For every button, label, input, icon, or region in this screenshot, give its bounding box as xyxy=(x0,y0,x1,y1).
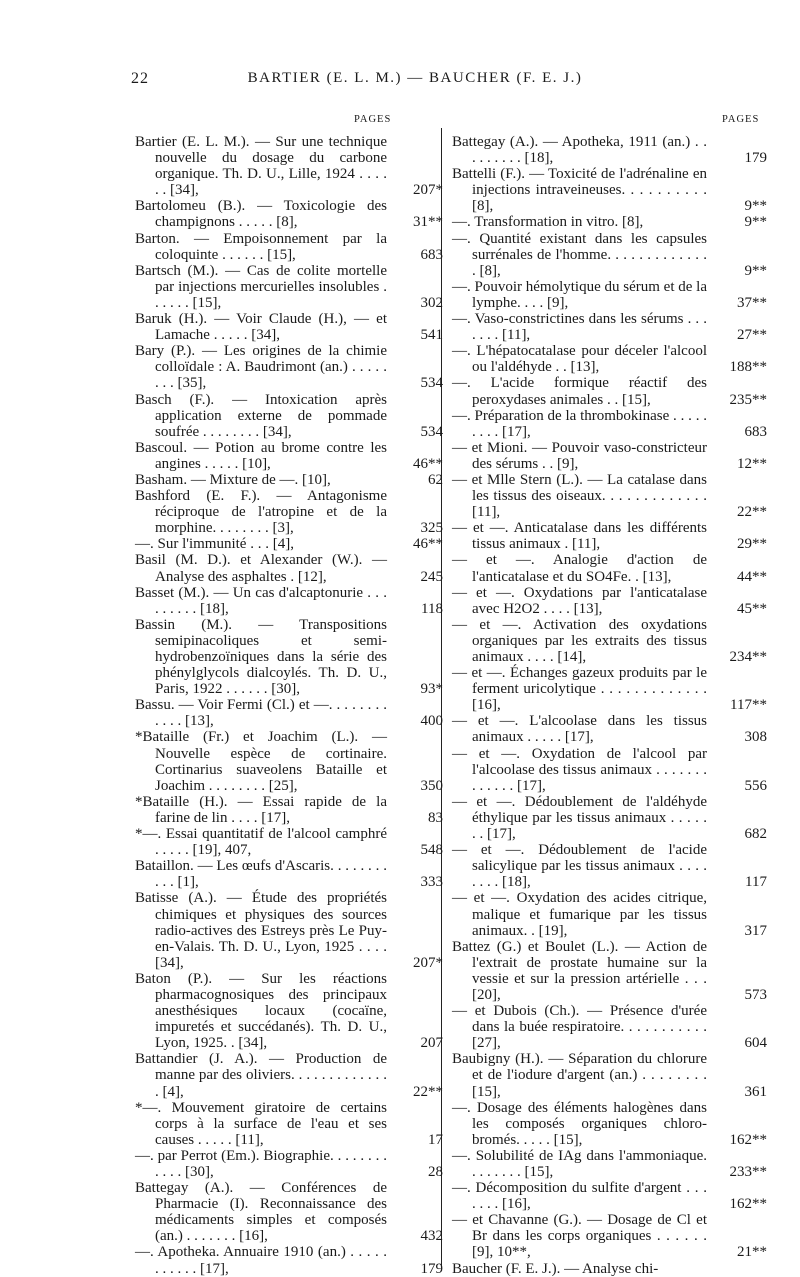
index-entry xyxy=(135,858,443,891)
index-entry xyxy=(135,729,443,794)
index-entry-text: — et Dubois (Ch.). — Présence d'urée dans la buée respiratoire. . . . . . . . . . . [27], xyxy=(452,1003,707,1052)
page-number: 22 xyxy=(131,70,149,87)
index-entry-page: 573 xyxy=(744,986,767,1003)
index-entry xyxy=(452,890,767,938)
index-entry-page: 179 xyxy=(744,150,767,167)
index-entry xyxy=(135,471,443,488)
index-entry-text: —. Pouvoir hémolytique du sérum et de la lymphe. . . . [9], xyxy=(452,278,707,311)
index-entry xyxy=(452,1051,767,1099)
index-entry-page: 234** xyxy=(729,649,767,665)
index-entry-text: Bassu. — Voir Fermi (Cl.) et —. . . . . . . . . . . . [13], xyxy=(135,697,387,730)
index-entry xyxy=(452,472,767,520)
index-entry-page: 29** xyxy=(737,536,767,553)
index-entry-text: Bartsch (M.). — Cas de colite mortelle par injections mercurielles insolubles . . . . . . [15], xyxy=(135,262,387,311)
index-entry-text: Battegay (A.). — Conférences de Pharmacie (I). Reconnaissance des médicaments simples et composés (an.) . . . . . . . [16], xyxy=(135,1180,387,1245)
index-entry-page: 207* xyxy=(413,182,443,199)
index-entry-page: 604 xyxy=(744,1035,767,1052)
index-entry-text: Baucher (F. E. J.). — Analyse chi- xyxy=(452,1260,659,1277)
index-entry-page: 207* xyxy=(413,954,443,971)
index-entry-text: Battez (G.) et Boulet (L.). — Action de l'extrait de prostate humaine sur la vessie et sur la pression artérielle . . . [20], xyxy=(452,938,707,1003)
index-entry-page: 682 xyxy=(744,826,767,843)
index-entry-page: 432 xyxy=(420,1228,443,1245)
index-entry-text: Basch (F.). — Intoxication après application externe de pommade soufrée . . . . . . . . [34], xyxy=(135,391,387,440)
index-entry xyxy=(452,1148,767,1180)
index-entry xyxy=(452,665,767,713)
index-entry-page: 28 xyxy=(428,1164,443,1180)
index-entry-page: 179 xyxy=(420,1260,443,1277)
index-entry xyxy=(135,584,443,617)
index-entry-page: 548 xyxy=(420,842,443,859)
index-entry xyxy=(135,262,443,311)
index-entry-text: —. par Perrot (Em.). Biographie. . . . . . . . . . . . [30], xyxy=(135,1147,387,1180)
index-entry-page: 31** xyxy=(413,214,443,231)
index-entry xyxy=(452,1180,767,1212)
index-entry-text: Bataillon. — Les œufs d'Ascaris. . . . . . . . . . . [1], xyxy=(135,858,387,891)
index-entry-text: — et Mlle Stern (L.). — La catalase dans les tissus des oiseaux. . . . . . . . . . . . . [11], xyxy=(452,471,707,521)
index-entry-page: 162** xyxy=(729,1131,767,1148)
index-entry-page: 46** xyxy=(413,536,443,553)
index-entry-page: 325 xyxy=(420,520,443,537)
index-entry xyxy=(452,375,767,407)
index-entry-page: 37** xyxy=(737,294,767,311)
index-entry xyxy=(452,440,767,472)
index-entry xyxy=(452,520,767,552)
index-entry xyxy=(452,311,767,343)
index-entry-text: — et —. Échanges gazeux produits par le ferment uricolytique . . . . . . . . . . . . . [16], xyxy=(452,665,707,714)
index-entry-text: — et —. Anticatalase dans les différents tissus animaux . [11], xyxy=(452,520,707,553)
index-entry xyxy=(452,408,767,440)
index-entry xyxy=(452,343,767,375)
index-entry-page: 117 xyxy=(745,874,767,891)
index-entry-text: —. Décomposition du sulfite d'argent . . . . . . . [16], xyxy=(452,1180,707,1213)
index-entry xyxy=(135,1147,443,1180)
index-entry-text: —. Apotheka. Annuaire 1910 (an.) . . . . . . . . . . . [17], xyxy=(135,1244,387,1277)
index-entry-text: Bary (P.). — Les origines de la chimie colloïdale : A. Baudrimont (an.) . . . . . . . . [35], xyxy=(135,343,387,392)
index-entry xyxy=(452,1100,767,1148)
index-entry xyxy=(135,391,443,440)
index-entry xyxy=(452,939,767,1003)
left-column xyxy=(135,134,443,1277)
index-entry-page: 44** xyxy=(737,568,767,585)
index-entry-page: 683 xyxy=(744,423,767,440)
index-entry-page: 21** xyxy=(737,1244,767,1261)
index-entry xyxy=(452,166,767,214)
index-entry xyxy=(135,488,443,537)
index-entry-page: 207 xyxy=(420,1035,443,1052)
index-entry-page: 9** xyxy=(744,198,767,215)
index-entry xyxy=(135,134,443,199)
index-entry-text: *Bataille (Fr.) et Joachim (L.). — Nouvelle espèce de cortinaire. Cortinarius suaveolens Bataille et Joachim . . . . . . . . [25], xyxy=(135,729,387,794)
index-entry xyxy=(135,536,443,553)
index-entry-text: Basham. — Mixture de —. [10], xyxy=(135,471,331,488)
index-entry-text: —. Préparation de la thrombokinase . . . . . . . . . [17], xyxy=(452,407,707,440)
index-entry-page: 162** xyxy=(729,1196,767,1213)
index-entry xyxy=(452,1003,767,1051)
index-entry-text: —. Solubilité de IAg dans l'ammoniaque. . . . . . . . [15], xyxy=(452,1147,707,1180)
index-entry-page: 83 xyxy=(428,809,443,826)
index-entry-text: Bartier (E. L. M.). — Sur une technique nouvelle du dosage du carbone organique. Th. D. U., Lille, 1924 . . . . . . [34], xyxy=(135,134,387,199)
index-entry-page: 9** xyxy=(744,262,767,279)
index-entry-text: — et —. Analogie d'action de l'anticatalase et du SO4Fe. . [13], xyxy=(452,552,707,585)
index-entry-text: Bassin (M.). — Transpositions semipinacoliques et semi-hydrobenzoïniques dans la série des phénylglycols dialcoylés. Th. D. U., Paris, 1922 . . . . . . [30], xyxy=(135,616,387,698)
index-entry-text: — et —. Dédoublement de l'aldéhyde éthylique par les tissus animaux . . . . . . . [17], xyxy=(452,793,707,843)
index-entry xyxy=(135,439,443,472)
index-entry xyxy=(135,198,443,231)
pages-label-left: PAGES xyxy=(354,114,392,125)
index-entry-text: —. L'hépatocatalase pour déceler l'alcool ou l'aldéhyde . . [13], xyxy=(452,343,707,376)
index-entry xyxy=(135,230,443,263)
index-entry xyxy=(135,1180,443,1245)
index-entry-page: 12** xyxy=(737,455,767,472)
index-entry-page: 541 xyxy=(420,327,443,344)
index-entry-text: —. Dosage des éléments halogènes dans les composés organiques chloro-bromés. . . . . [15], xyxy=(452,1099,707,1148)
index-entry-text: — et —. L'alcoolase dans les tissus animaux . . . . . [17], xyxy=(452,713,707,746)
index-entry-page: 534 xyxy=(420,423,443,440)
index-entry xyxy=(135,311,443,344)
index-entry-text: — et Mioni. — Pouvoir vaso-constricteur des sérums . . [9], xyxy=(452,439,707,472)
index-entry xyxy=(135,697,443,730)
index-entry-text: Basset (M.). — Un cas d'alcaptonurie . . . . . . . . . [18], xyxy=(135,584,387,617)
index-entry-text: Batisse (A.). — Étude des propriétés chimiques et physiques des sources radio-actives des Estreys près Le Puy-en-Valais. Th. D. U., Lyon, 1925 . . . . [34], xyxy=(135,890,387,971)
index-entry-text: *Bataille (H.). — Essai rapide de la farine de lin . . . . [17], xyxy=(135,793,387,826)
index-entry-page: 22** xyxy=(413,1083,443,1100)
index-entry-page: 118 xyxy=(421,600,443,617)
index-entry-text: Basil (M. D.). et Alexander (W.). — Analyse des asphaltes . [12], xyxy=(135,552,387,585)
index-entry-text: — et —. Activation des oxydations organiques par les extraits des tissus animaux . . . . [14], xyxy=(452,616,707,665)
index-entry-text: — et —. Oxydation des acides citrique, malique et fumarique par les tissus animaux. . [19], xyxy=(452,890,707,939)
index-entry-page: 534 xyxy=(420,375,443,392)
index-entry-text: Baruk (H.). — Voir Claude (H.), — et Lamache . . . . . [34], xyxy=(135,311,387,344)
index-entry xyxy=(452,134,767,166)
index-entry-page: 333 xyxy=(420,874,443,891)
index-entry-text: *—. Mouvement giratoire de certains corps à la surface de l'eau et ses causes . . . . . [11], xyxy=(135,1099,387,1148)
index-entry-text: —. Vaso-constrictines dans les sérums . . . . . . . [11], xyxy=(452,311,707,344)
index-entry-page: 556 xyxy=(744,777,767,794)
index-entry xyxy=(452,1212,767,1260)
index-entry xyxy=(135,826,443,859)
index-entry-page: 9** xyxy=(744,214,767,231)
index-entry-page: 308 xyxy=(744,729,767,746)
pages-label-right: PAGES xyxy=(722,114,760,125)
right-column xyxy=(452,134,767,1277)
index-entry-page: 188** xyxy=(729,359,767,376)
index-entry-text: — et —. Oxydations par l'anticatalase avec H2O2 . . . . [13], xyxy=(452,584,707,617)
index-entry-text: Battelli (F.). — Toxicité de l'adrénaline en injections intraveineuses. . . . . . . . . . [8], xyxy=(452,166,707,215)
index-entry-text: —. Transformation in vitro. [8], xyxy=(452,214,644,231)
index-entry-text: —. Quantité existant dans les capsules surrénales de l'homme. . . . . . . . . . . . . . [8], xyxy=(452,230,707,279)
index-entry-page: 683 xyxy=(420,246,443,263)
index-entry-page: 22** xyxy=(737,504,767,521)
index-entry-text: Battegay (A.). — Apotheka, 1911 (an.) . . . . . . . . . [18], xyxy=(452,134,707,167)
index-entry xyxy=(452,617,767,665)
index-entry-page: 302 xyxy=(420,294,443,311)
index-entry-page: 235** xyxy=(729,391,767,408)
running-title: BARTIER (E. L. M.) — BAUCHER (F. E. J.) xyxy=(247,70,583,86)
index-entry-page: 361 xyxy=(744,1083,767,1100)
index-entry xyxy=(135,1099,443,1148)
index-entry-text: —. L'acide formique réactif des peroxydases animales . . [15], xyxy=(452,375,707,408)
index-entry-text: *—. Essai quantitatif de l'alcool camphré . . . . . [19], 407, xyxy=(135,826,387,859)
index-entry xyxy=(452,842,767,890)
index-entry xyxy=(135,616,443,698)
index-entry xyxy=(452,552,767,584)
index-entry xyxy=(452,585,767,617)
index-entry-page: 317 xyxy=(744,922,767,939)
index-entry-page: 400 xyxy=(420,713,443,730)
index-entry-text: Baton (P.). — Sur les réactions pharmacognosiques des principaux anesthésiques locaux (cocaïne, impuretés et succédanés). Th. D. U., Lyon, 1925. . [34], xyxy=(135,970,387,1052)
index-entry-page: 46** xyxy=(413,455,443,472)
index-entry-page: 93* xyxy=(420,681,443,698)
index-entry xyxy=(135,970,443,1052)
index-entry-page: 45** xyxy=(737,600,767,617)
index-entry xyxy=(452,713,767,745)
index-entry-text: —. Sur l'immunité . . . [4], xyxy=(135,536,294,553)
index-entry xyxy=(452,794,767,842)
index-entry xyxy=(452,746,767,794)
index-entry-text: Bartolomeu (B.). — Toxicologie des champignons . . . . . [8], xyxy=(135,198,387,231)
index-entry-page: 350 xyxy=(420,777,443,794)
index-entry-page: 62 xyxy=(428,471,443,488)
index-entry-text: Barton. — Empoisonnement par la coloquinte . . . . . . [15], xyxy=(135,230,387,263)
index-entry xyxy=(135,1244,443,1277)
index-entry-text: — et —. Dédoublement de l'acide salicylique par les tissus animaux . . . . . . . . [18], xyxy=(452,842,707,891)
index-entry-text: — et —. Oxydation de l'alcool par l'alcoolase des tissus animaux . . . . . . . . . . . . . [17], xyxy=(452,745,707,794)
index-entry-page: 117** xyxy=(730,697,767,714)
index-entry xyxy=(452,279,767,311)
index-entry xyxy=(135,552,443,585)
index-entry xyxy=(135,890,443,971)
index-entry-text: — et Chavanne (G.). — Dosage de Cl et Br dans les corps organiques . . . . . . [9], 10**, xyxy=(452,1212,707,1261)
index-entry-text: Bascoul. — Potion au brome contre les angines . . . . . [10], xyxy=(135,439,387,472)
index-entry-text: Battandier (J. A.). — Production de manne par des oliviers. . . . . . . . . . . . . . [4], xyxy=(135,1051,387,1100)
index-entry-text: Baubigny (H.). — Séparation du chlorure et de l'iodure d'argent (an.) . . . . . . . . [15], xyxy=(452,1051,707,1100)
index-entry-page: 233** xyxy=(729,1164,767,1180)
index-entry-page: 17 xyxy=(428,1131,443,1148)
index-entry-page: 245 xyxy=(420,568,443,585)
index-entry xyxy=(452,1261,767,1277)
index-entry xyxy=(135,343,443,392)
index-entry-page: 27** xyxy=(737,327,767,344)
index-entry-text: Bashford (E. F.). — Antagonisme réciproque de l'atropine et de la morphine. . . . . . . . [3], xyxy=(135,488,387,537)
index-entry xyxy=(135,1051,443,1100)
index-entry xyxy=(452,231,767,279)
index-entry xyxy=(452,214,767,230)
index-entry xyxy=(135,793,443,826)
